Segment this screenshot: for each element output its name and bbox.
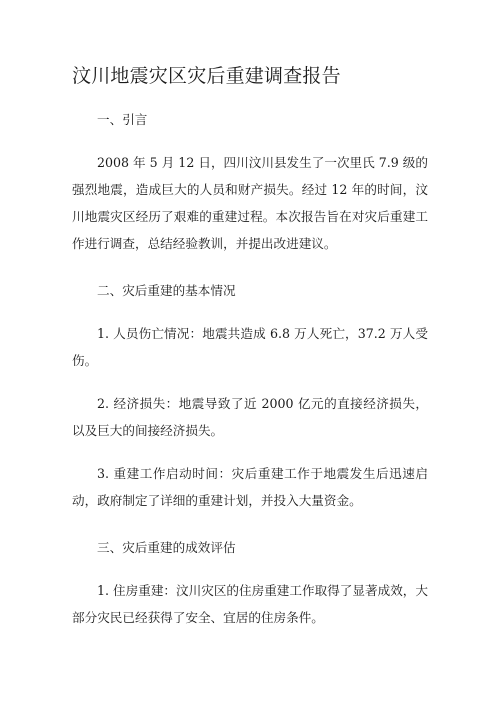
spacer	[72, 444, 428, 460]
paragraph-economic-loss: 2. 经济损失：地震导致了近 2000 亿元的直接经济损失，以及巨大的间接经济损失。	[72, 396, 428, 438]
section-heading-intro: 一、引言	[97, 112, 148, 127]
spacer	[72, 561, 428, 577]
spacer	[72, 304, 428, 320]
paragraph-reconstruction-start: 3. 重建工作启动时间：灾后重建工作于地震发生后迅速启动，政府制定了详细的重建计划，并投入大量资金。	[72, 466, 428, 508]
spacer	[72, 374, 428, 390]
section-heading-evaluation: 三、灾后重建的成效评估	[97, 540, 236, 555]
spacer	[72, 257, 428, 277]
paragraph-casualties: 1. 人员伤亡情况：地震共造成 6.8 万人死亡，37.2 万人受伤。	[72, 326, 428, 368]
spacer	[72, 514, 428, 534]
document-title: 汶川地震灾区灾后重建调查报告	[72, 65, 341, 87]
section-heading-basics: 二、灾后重建的基本情况	[97, 283, 236, 298]
spacer	[72, 133, 428, 149]
paragraph-intro: 2008 年 5 月 12 日，四川汶川县发生了一次里氏 7.9 级的强烈地震，造成巨大的人员和财产损失。经过 12 年的时间，汶川地震灾区经历了艰难的重建过程。本次报告旨在对灾后重建工作进行调查，总结经验教训，并提出改进建议。	[72, 155, 428, 251]
paragraph-housing: 1. 住房重建：汶川灾区的住房重建工作取得了显著成效，大部分灾民已经获得了安全、宜居的住房条件。	[72, 583, 428, 625]
